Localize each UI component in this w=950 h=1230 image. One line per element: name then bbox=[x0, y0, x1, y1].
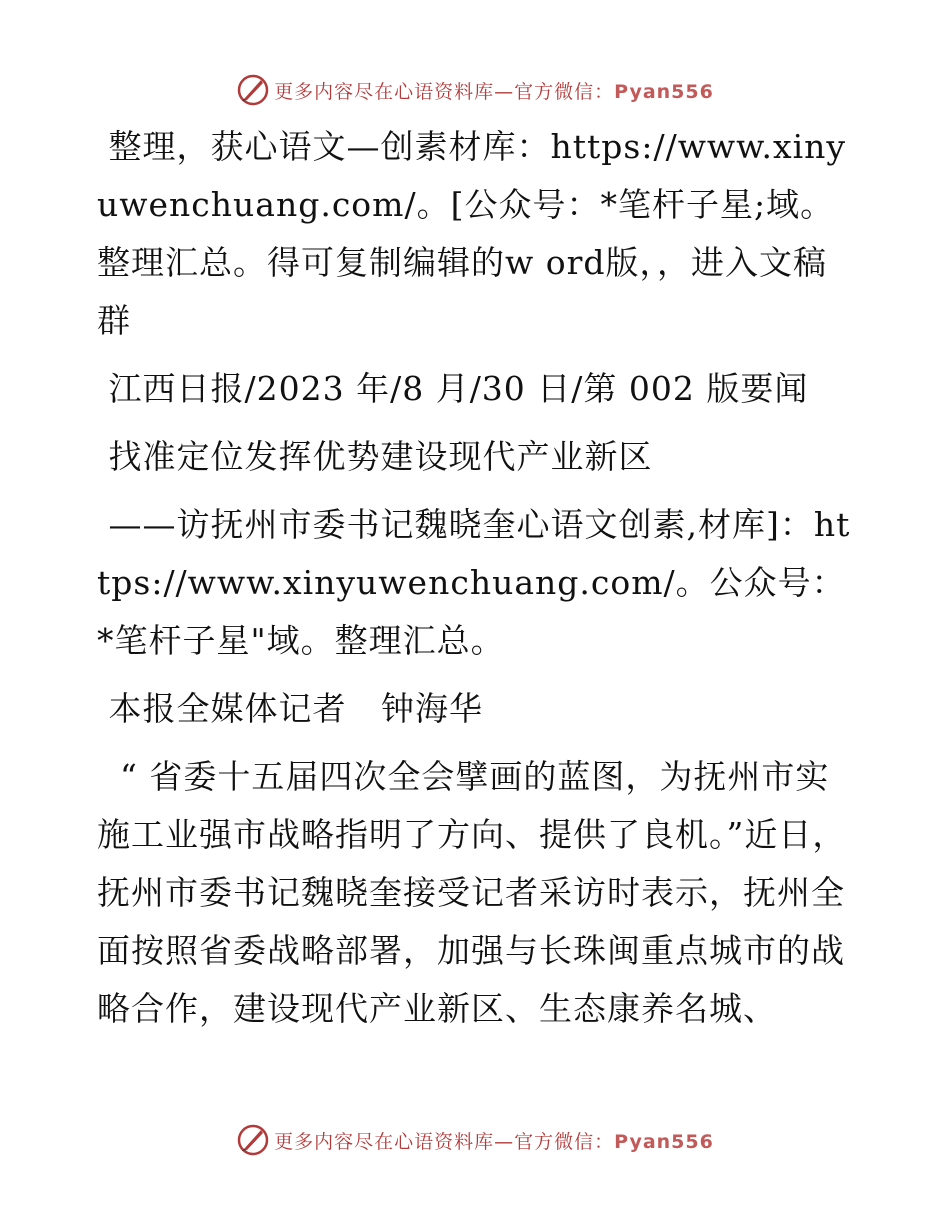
footer-banner bbox=[0, 1120, 950, 1160]
header-banner bbox=[0, 70, 950, 110]
banner-main-text: 更多内容尽在心语资料库—官方微信： bbox=[274, 1130, 615, 1153]
article-subtitle: ——访抚州市委书记魏晓奎心语文创素,材库]：https://www.xinyuwenchuang.com/。公众号：*笔杆子星"域。整理汇总。 bbox=[97, 505, 851, 660]
byline: 本报全媒体记者 钟海华 bbox=[97, 689, 483, 728]
banner-account: Pyan556 bbox=[614, 80, 714, 103]
quill-circle-icon bbox=[236, 1123, 270, 1157]
banner-main-text: 更多内容尽在心语资料库—官方微信： bbox=[274, 80, 615, 103]
banner-account: Pyan556 bbox=[614, 1130, 714, 1153]
document-body bbox=[97, 118, 857, 1048]
intro-paragraph: 整理，获心语文—创素材库：https://www.xinyuwenchuang.com/。[公众号：*笔杆子星;域。整理汇总。得可复制编辑的w ord版，，进入文稿群 bbox=[97, 127, 847, 340]
body-paragraph: “ 省委十五届四次全会擘画的蓝图，为抚州市实施工业强市战略指明了方向、提供了良机。”近日，抚州市委书记魏晓奎接受记者采访时表示，抚州全面按照省委战略部署，加强与长珠闽重点城市的战略合作，建设现代产业新区、生态康养名城、 bbox=[97, 757, 847, 1028]
article-title: 找准定位发挥优势建设现代产业新区 bbox=[97, 437, 653, 476]
source-line: 江西日报/2023 年/8 月/30 日/第 002 版要闻 bbox=[97, 369, 809, 408]
quill-circle-icon bbox=[236, 73, 270, 107]
